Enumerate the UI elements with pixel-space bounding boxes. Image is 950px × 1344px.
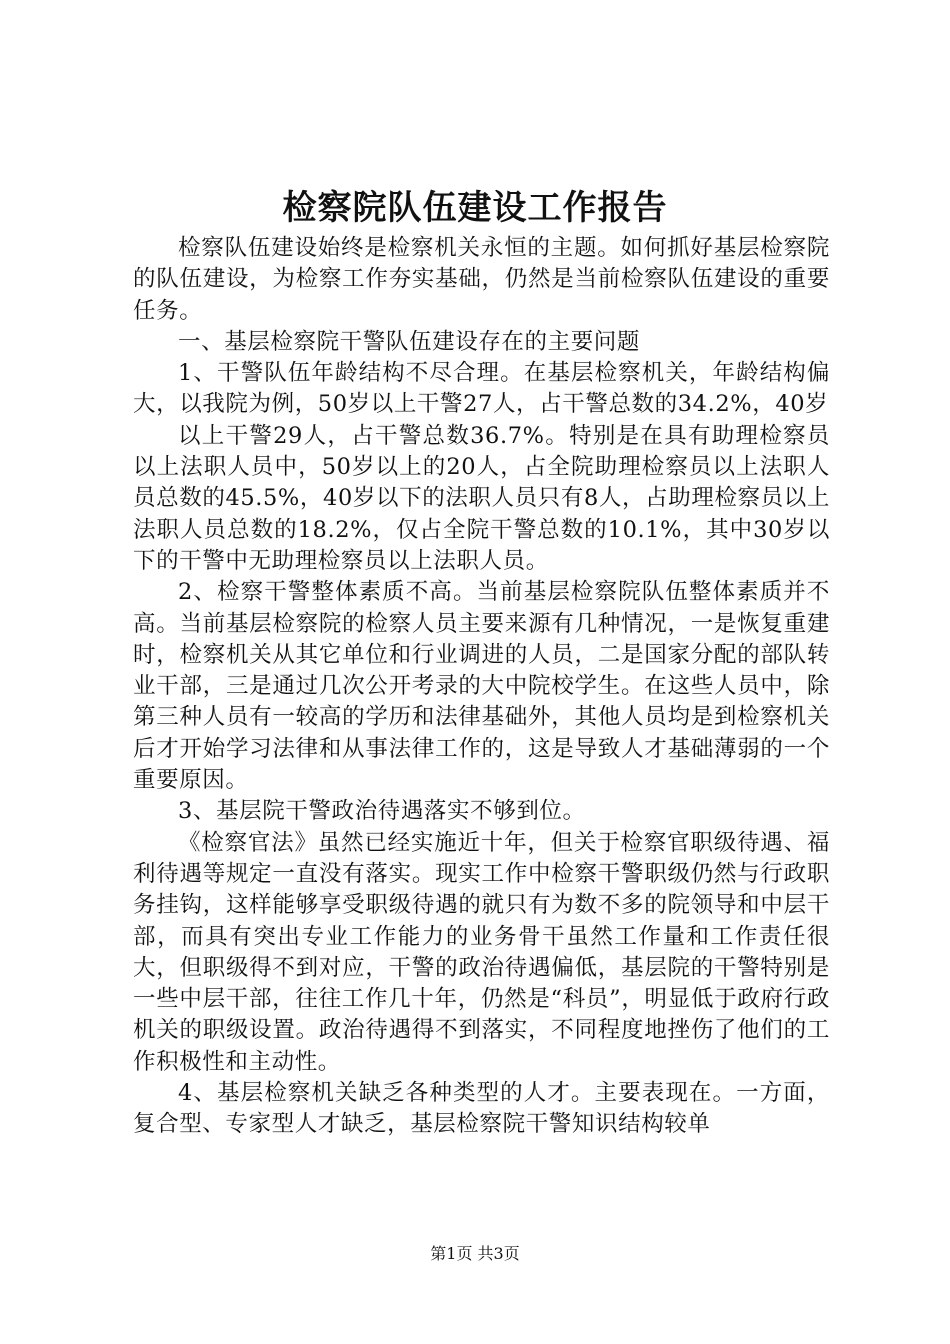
paragraph-item-1-continued: 以上干警29人，占干警总数36.7%。特别是在具有助理检察员以上法职人员中，50岁以上的20人，占全院助理检察员以上法职人员总数的45.5%，40岁以下的法职人员只有8人，占助理检察员以上法职人员总数的18.2%，仅占全院干警总数的10.1%，其中30岁以下的干警中无助理检察员以上法职人员。 xyxy=(133,422,830,574)
document-body xyxy=(133,233,830,1141)
page-number-footer: 第1页 共3页 xyxy=(430,1244,520,1263)
paragraph-item-3-detail: 《检察官法》虽然已经实施近十年，但关于检察官职级待遇、福利待遇等规定一直没有落实。现实工作中检察干警职级仍然与行政职务挂钩，这样能够享受职级待遇的就只有为数不多的院领导和中层干部，而具有突出专业工作能力的业务骨干虽然工作量和工作责任很大，但职级得不到对应，干警的政治待遇偏低，基层院的干警特别是一些中层干部，往往工作几十年，仍然是“科员”，明显低于政府行政机关的职级设置。政治待遇得不到落实，不同程度地挫伤了他们的工作积极性和主动性。 xyxy=(133,829,830,1075)
paragraph-item-1: 1、干警队伍年龄结构不尽合理。在基层检察机关，年龄结构偏大，以我院为例，50岁以上干警27人，占干警总数的34.2%，40岁 xyxy=(133,360,830,418)
document-title: 检察院队伍建设工作报告 xyxy=(282,188,668,228)
paragraph-item-4: 4、基层检察机关缺乏各种类型的人才。主要表现在。一方面，复合型、专家型人才缺乏，基层检察院干警知识结构较单 xyxy=(133,1080,830,1138)
paragraph-item-3: 3、基层院干警政治待遇落实不够到位。 xyxy=(178,798,586,825)
paragraph-intro: 检察队伍建设始终是检察机关永恒的主题。如何抓好基层检察院的队伍建设，为检察工作夯实基础，仍然是当前检察队伍建设的重要任务。 xyxy=(133,235,830,324)
section-heading-1: 一、基层检察院干警队伍建设存在的主要问题 xyxy=(178,328,641,355)
paragraph-item-2: 2、检察干警整体素质不高。当前基层检察院队伍整体素质并不高。当前基层检察院的检察人员主要来源有几种情况，一是恢复重建时，检察机关从其它单位和行业调进的人员，二是国家分配的部队转业干部，三是通过几次公开考录的大中院校学生。在这些人员中，除第三种人员有一较高的学历和法律基础外，其他人员均是到检察机关后才开始学习法律和从事法律工作的，这是导致人才基础薄弱的一个重要原因。 xyxy=(133,579,830,794)
